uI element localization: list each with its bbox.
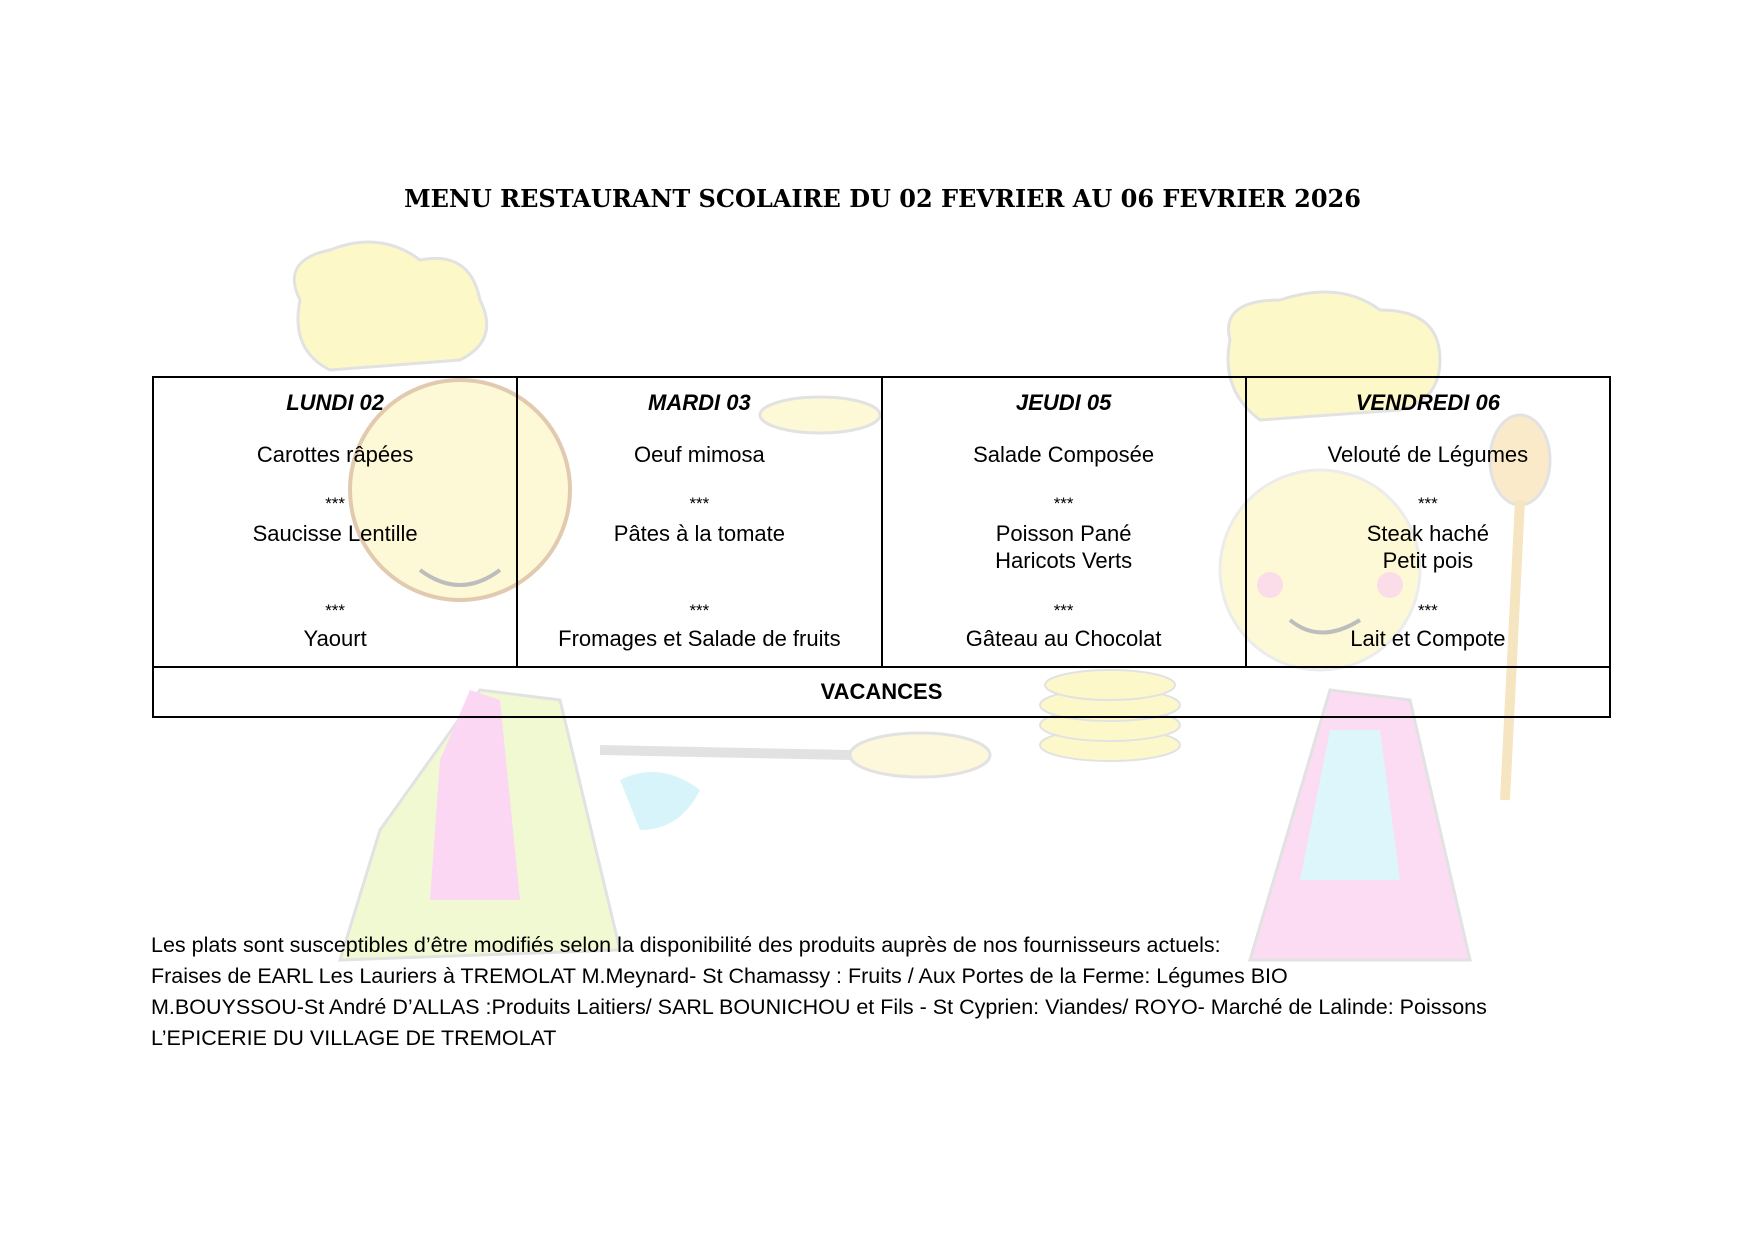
day-column-lundi <box>153 377 517 667</box>
starter: Velouté de Légumes <box>1327 442 1529 467</box>
main-dish: Steak haché <box>1366 521 1490 546</box>
footer-line: Les plats sont susceptibles d’être modifiés selon la disponibilité des produits auprès de nos fournisseurs actuels: <box>151 933 1221 957</box>
main-dish: Saucisse Lentille <box>252 521 418 546</box>
footer-line: L’EPICERIE DU VILLAGE DE TREMOLAT <box>151 1026 557 1050</box>
day-column-jeudi <box>882 377 1246 667</box>
day-heading: MARDI 03 <box>648 390 751 415</box>
footer-line: Fraises de EARL Les Lauriers à TREMOLAT M.Meynard- St Chamassy : Fruits / Aux Portes de la Ferme: Légumes BIO <box>151 964 1288 988</box>
vacances-label: VACANCES <box>153 667 1610 717</box>
day-heading: JEUDI 05 <box>1015 390 1112 415</box>
dessert: Fromages et Salade de fruits <box>558 626 841 651</box>
separator: *** <box>325 494 346 513</box>
separator: *** <box>1417 601 1438 620</box>
menu-days-row <box>153 377 1610 667</box>
separator: *** <box>1417 494 1438 513</box>
main-dish: Poisson Pané <box>995 521 1132 546</box>
day-column-vendredi <box>1246 377 1610 667</box>
separator: *** <box>1053 601 1074 620</box>
dessert: Yaourt <box>303 626 367 651</box>
page-title: MENU RESTAURANT SCOLAIRE DU 02 FEVRIER AU 06 FEVRIER 2026 <box>404 184 1361 213</box>
dessert: Gâteau au Chocolat <box>965 626 1162 651</box>
side-dish: Haricots Verts <box>995 548 1133 573</box>
suppliers-note <box>151 930 1487 1054</box>
dessert: Lait et Compote <box>1350 626 1506 651</box>
day-heading: VENDREDI 06 <box>1355 390 1501 415</box>
menu-table <box>152 376 1611 718</box>
separator: *** <box>689 601 710 620</box>
main-dish: Pâtes à la tomate <box>613 521 785 546</box>
footer-line: M.BOUYSSOU-St André D’ALLAS :Produits Laitiers/ SARL BOUNICHOU et Fils - St Cyprien: Viandes/ ROYO- Marché de Lalinde: Poissons <box>151 995 1487 1019</box>
starter: Oeuf mimosa <box>633 442 765 467</box>
separator: *** <box>325 601 346 620</box>
side-dish: Petit pois <box>1382 548 1474 573</box>
separator: *** <box>689 494 710 513</box>
vacances-row <box>153 667 1610 717</box>
starter: Carottes râpées <box>256 442 414 467</box>
separator: *** <box>1053 494 1074 513</box>
day-heading: LUNDI 02 <box>286 390 385 415</box>
starter: Salade Composée <box>973 442 1155 467</box>
day-column-mardi <box>517 377 881 667</box>
